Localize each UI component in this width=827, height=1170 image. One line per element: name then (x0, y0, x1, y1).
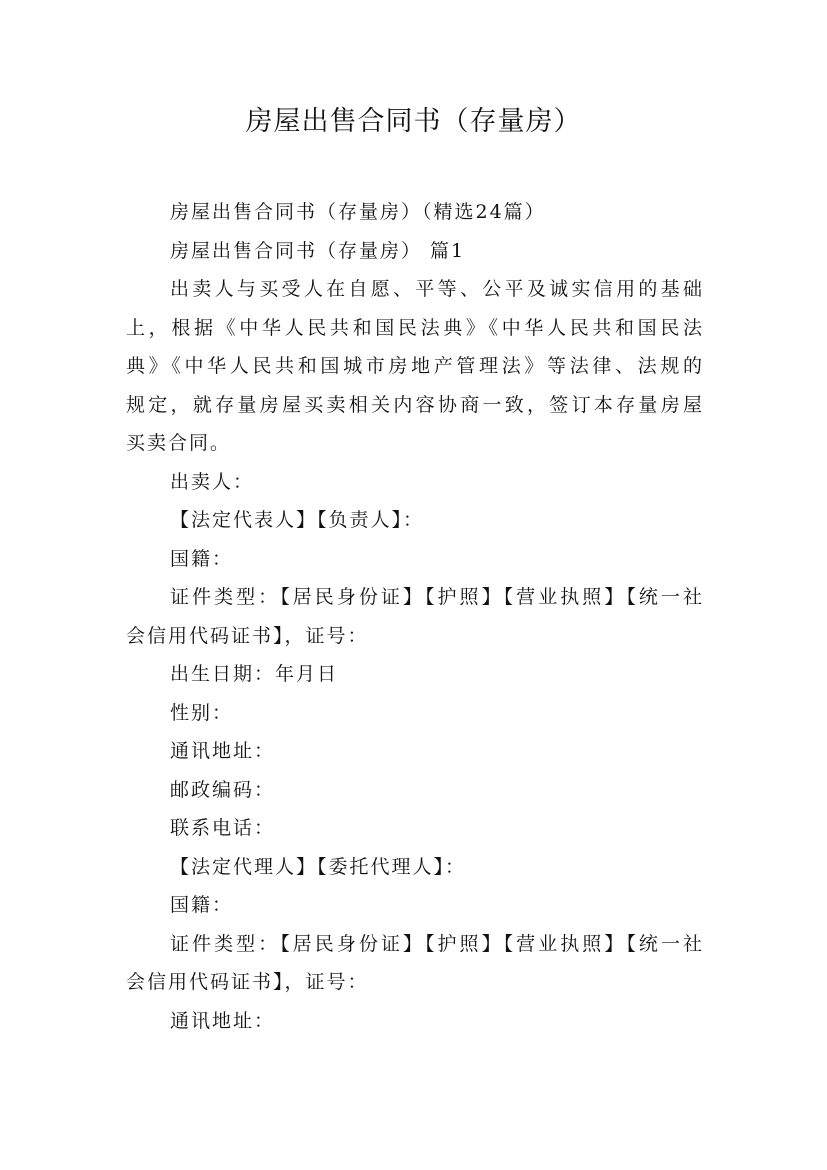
field-nationality: 国籍： (170, 894, 234, 916)
field-postal-code: 邮政编码： (170, 778, 276, 801)
document-body (126, 193, 704, 1040)
field-id-type: 证件类型：【居民身份证】【护照】【营业执照】【统一社 (170, 932, 704, 955)
field-id-type-continued: 会信用代码证书】，证号： (126, 971, 369, 993)
paragraph-line: 买卖合同。 (126, 432, 232, 454)
document-title: 房屋出售合同书（存量房） (245, 106, 582, 137)
field-id-type-continued: 会信用代码证书】，证号： (126, 624, 369, 647)
field-seller: 出卖人： (170, 470, 255, 493)
paragraph-line: 上，根据《中华人民共和国民法典》《中华人民共和国民法 (126, 316, 704, 339)
field-agent: 【法定代理人】【委托代理人】： (170, 855, 467, 878)
paragraph-line: 规定，就存量房屋买卖相关内容协商一致，签订本存量房屋 (126, 393, 704, 416)
field-id-type: 证件类型：【居民身份证】【护照】【营业执照】【统一社 (170, 586, 704, 608)
field-address: 通讯地址： (170, 740, 276, 762)
field-address: 通讯地址： (170, 1009, 276, 1032)
section-heading: 房屋出售合同书（存量房） 篇1 (170, 239, 466, 262)
field-phone: 联系电话： (170, 817, 276, 839)
field-gender: 性别： (170, 701, 234, 724)
field-legal-representative: 【法定代表人】【负责人】： (170, 509, 425, 531)
paragraph-line: 典》《中华人民共和国城市房地产管理法》等法律、法规的 (126, 355, 704, 377)
field-nationality: 国籍： (170, 547, 234, 570)
subtitle-line: 房屋出售合同书（存量房）（精选24篇） (170, 201, 546, 223)
paragraph-line: 出卖人与买受人在自愿、平等、公平及诚实信用的基础 (170, 278, 704, 300)
field-birth-date: 出生日期：年月日 (170, 663, 339, 685)
